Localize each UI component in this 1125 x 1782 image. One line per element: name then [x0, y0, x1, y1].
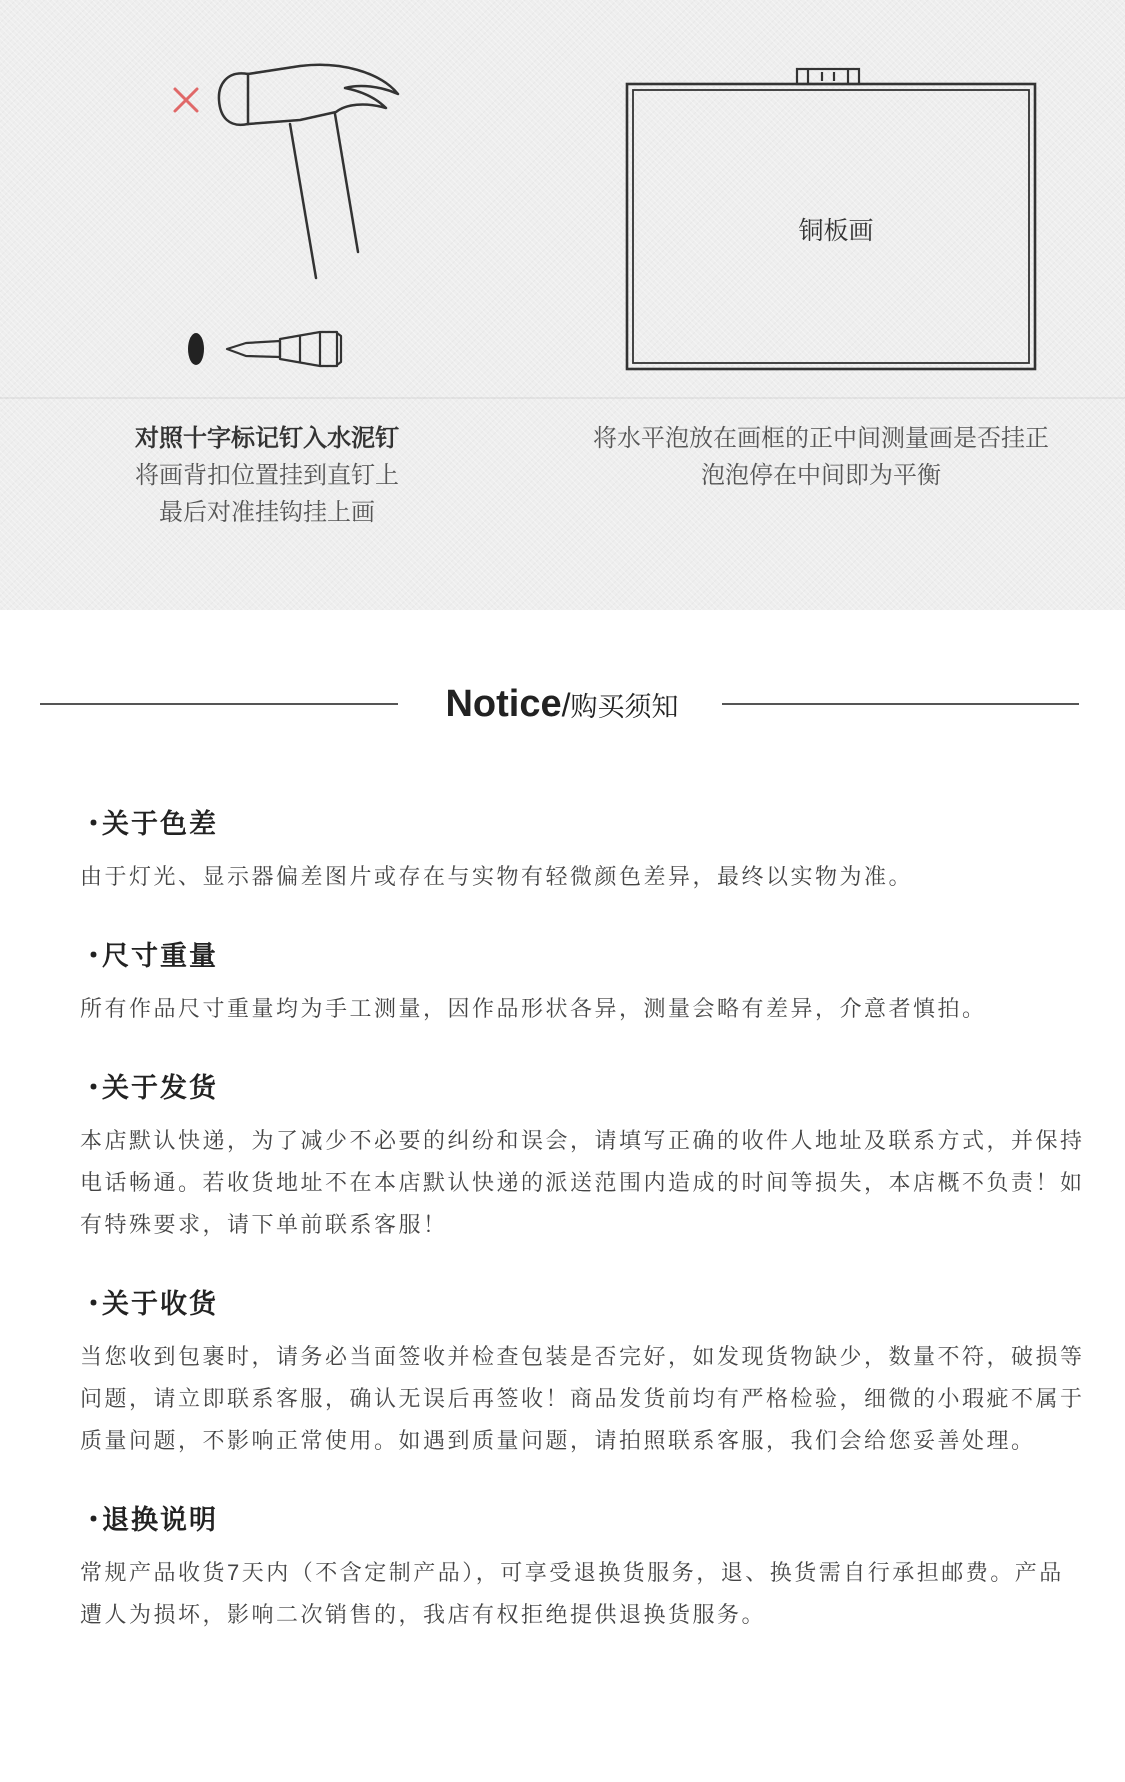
section-heading	[80, 1500, 1090, 1540]
section-body	[80, 1120, 1090, 1246]
cross-icon	[175, 89, 197, 111]
section-heading	[80, 936, 1090, 976]
body-line: 由于灯光、显示器偏差图片或存在与实物有轻微颜色差异，最终以实物为准。	[80, 864, 914, 889]
section-heading-text: 退换说明	[102, 1505, 218, 1535]
section-heading-text: 尺寸重量	[102, 941, 218, 971]
section-size-weight	[80, 936, 1090, 1030]
title-divider-right	[722, 703, 1079, 705]
hammer-icon	[219, 65, 398, 278]
body-line: 问题，请立即联系客服，确认无误后再签收！商品发货前均有严格检验，细微的小瑕疵不属于	[80, 1386, 1085, 1411]
bullet: ・	[80, 1289, 109, 1319]
notice-title-zh: 购买须知	[570, 692, 679, 722]
wall-anchor-icon	[227, 332, 341, 366]
install-step-1-caption	[67, 420, 467, 531]
caption-line: 将画背扣位置挂到直钉上	[135, 462, 399, 489]
body-line: 电话畅通。若收货地址不在本店默认快递的派送范围内造成的时间等损失，本店概不负责！如	[80, 1170, 1085, 1195]
section-body	[80, 988, 1090, 1030]
notice-title-separator: /	[561, 687, 571, 723]
bullet: ・	[80, 941, 109, 971]
section-body	[80, 1552, 1090, 1636]
install-guide	[0, 0, 1125, 610]
spirit-level-icon	[797, 69, 859, 84]
section-body	[80, 1336, 1090, 1462]
caption-line: 最后对准挂钩挂上画	[159, 499, 375, 526]
section-shipping	[80, 1068, 1090, 1246]
section-heading	[80, 804, 1090, 844]
notice-title	[412, 674, 712, 734]
frame-label: 铜板画	[798, 217, 874, 245]
section-body	[80, 856, 1090, 898]
section-color-difference	[80, 804, 1090, 898]
section-returns	[80, 1500, 1090, 1636]
notice-title-row	[0, 674, 1125, 734]
body-line: 当您收到包裹时，请务必当面签收并检查包装是否完好，如发现货物缺少，数量不符，破损等	[80, 1344, 1085, 1369]
purchase-notice	[0, 610, 1125, 1782]
notice-title-en: Notice	[445, 683, 562, 725]
section-heading-text: 关于发货	[102, 1073, 218, 1103]
caption-line: 对照十字标记钉入水泥钉	[135, 425, 399, 452]
nail-icon	[188, 333, 204, 365]
body-line: 所有作品尺寸重量均为手工测量，因作品形状各异，测量会略有差异，介意者慎拍。	[80, 996, 987, 1021]
section-heading	[80, 1068, 1090, 1108]
body-line: 常规产品收货7天内（不含定制产品），可享受退换货服务，退、换货需自行承担邮费。产品	[80, 1560, 1064, 1585]
body-line: 有特殊要求，请下单前联系客服！	[80, 1212, 448, 1237]
body-line: 本店默认快递，为了减少不必要的纠纷和误会，请填写正确的收件人地址及联系方式，并保持	[80, 1128, 1085, 1153]
caption-line: 泡泡停在中间即为平衡	[701, 462, 941, 489]
section-heading-text: 关于收货	[102, 1289, 218, 1319]
section-heading	[80, 1284, 1090, 1324]
bullet: ・	[80, 1505, 109, 1535]
bullet: ・	[80, 809, 109, 839]
section-receiving	[80, 1284, 1090, 1462]
body-line: 遭人为损坏，影响二次销售的，我店有权拒绝提供退换货服务。	[80, 1602, 767, 1627]
install-step-2-caption	[571, 420, 1071, 494]
body-line: 质量问题，不影响正常使用。如遇到质量问题，请拍照联系客服，我们会给您妥善处理。	[80, 1428, 1036, 1453]
title-divider-left	[40, 703, 398, 705]
bullet: ・	[80, 1073, 109, 1103]
section-heading-text: 关于色差	[102, 809, 218, 839]
caption-line: 将水平泡放在画框的正中间测量画是否挂正	[593, 425, 1049, 452]
notice-sections	[80, 804, 1090, 1674]
